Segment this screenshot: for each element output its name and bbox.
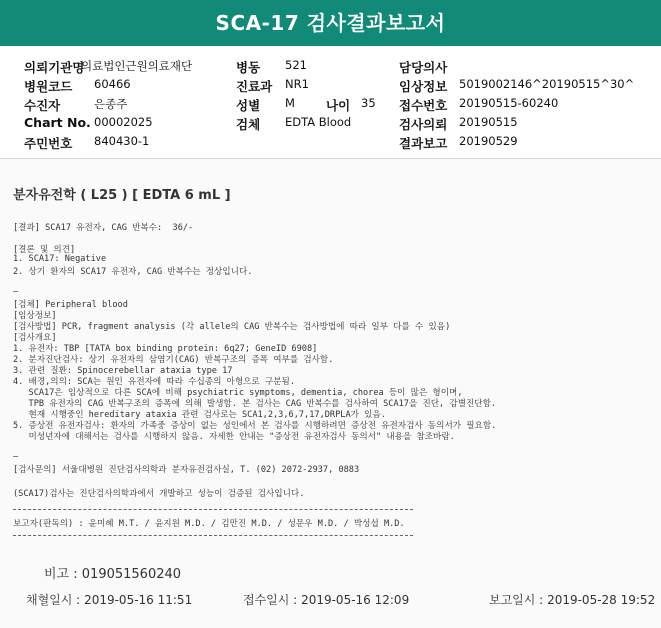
overview-line: 4. 배경,의의: SCA는 원인 유전자에 따라 수십종의 아형으로 구분됨. [13,377,296,387]
section-divider: — [13,452,19,462]
info-label: 성별 [236,98,261,113]
info-value: 5019002146^20190515^30^ [459,77,635,91]
overview-line: TPB 유전자의 CAG 반복구조의 증폭에 의해 발생함. 본 검사는 CAG 반복수를 검사하여 SCA17을 진단, 감별진단함. [13,399,497,409]
section-title: 분자유전학 ( L25 ) [ EDTA 6 mL ] [13,188,231,203]
overview-line: 2. 분자진단검사: 상기 유전자의 삼염기(CAG) 반복구조의 증폭 여부를 검사함. [13,355,334,365]
collect-value: 2019-05-16 11:51 [84,593,193,607]
info-value: EDTA Blood [285,115,352,129]
collect-label: 채혈일시 : [26,593,81,607]
info-label: 병동 [236,60,261,75]
info-row-age [326,96,376,114]
dashed-separator [13,535,413,536]
receive-value: 2019-05-16 12:09 [301,593,410,607]
receive-datetime [243,591,409,608]
info-value: 20190515 [459,115,518,129]
info-label: 진료과 [236,79,273,94]
patient-info-block [0,50,661,154]
section-divider: — [13,287,19,297]
info-label: 의뢰기관명 [24,60,85,75]
report-label: 보고일시 : [489,593,544,607]
info-label: 검사의뢰 [399,117,448,132]
info-value: 521 [285,58,307,72]
result-line: [결과] SCA17 유전자, CAG 반복수: 36/- [13,223,194,233]
conclusion-line: 2. 상기 환자의 SCA17 유전자, CAG 반복수는 정상입니다. [13,267,253,277]
info-label: 담당의사 [399,60,448,75]
info-value: 35 [361,96,376,110]
info-row-receipt-no [399,96,559,114]
info-label: 임상정보 [399,79,448,94]
inquiry-line: [검사문의] 서울대병원 진단검사의학과 분자유전검사실, T. (02) 2072-2937, 0883 [13,465,360,475]
info-label: 결과보고 [399,136,448,151]
info-value: 840430-1 [94,134,150,148]
info-value: 20190529 [459,134,518,148]
info-row-resident-no [24,134,150,152]
info-row-patient [24,96,128,114]
info-value: 의료법인근원의료재단 [81,59,193,73]
report-title: SCA-17 검사결과보고서 [0,0,661,46]
info-row-doctor [399,58,447,76]
info-row-clinical-info [399,77,635,95]
info-value: NR1 [285,77,309,91]
info-label: 병원코드 [24,79,73,94]
info-row-institution [24,58,193,76]
info-label: Chart No. [24,115,91,130]
info-label: 접수번호 [399,98,448,113]
validation-line: (SCA17)검사는 진단검사의학과에서 개발하고 성능이 검증된 검사입니다. [13,489,305,499]
overview-line: 1. 유전자: TBP [TATA box binding protein: 6q27; GeneID 6908] [13,344,318,354]
info-row-ward [236,58,307,76]
info-row-department [236,77,309,95]
info-label: 수진자 [24,98,61,113]
info-label: 나이 [326,98,351,113]
info-value: 은종주 [94,97,128,111]
info-label: 주민번호 [24,136,73,151]
specimen-line: [검체] Peripheral blood [13,300,128,310]
info-value: 60466 [94,77,131,91]
collect-datetime [26,591,192,608]
info-row-hospital-code [24,77,131,95]
info-row-chart-no [24,115,153,130]
info-value: M [285,96,295,110]
method-line: [검사방법] PCR, fragment analysis (각 allele의 CAG 반복수는 검사방법에 따라 일부 다를 수 있음) [13,322,451,332]
dashed-separator [13,509,413,510]
info-row-sex [236,96,295,114]
remark-value: 019051560240 [81,567,182,582]
info-label: 검체 [236,117,261,132]
report-datetime [489,591,655,608]
overview-line: 미성년자에 대해서는 검사를 시행하지 않음. 자세한 안내는 "증상전 유전자검사 동의서" 내용을 참조바람. [13,432,455,442]
info-row-request-date [399,115,518,133]
receive-label: 접수일시 : [243,593,298,607]
overview-line: 5. 증상전 유전자검사: 환자의 가족중 증상이 없는 성인에서 본 검사를 시행하려면 증상전 유전자검사 동의서가 필요함. [13,421,497,431]
reporter-line: 보고자(판독의) : 윤미혜 M.T. / 윤지원 M.D. / 김만진 M.D. / 성문우 M.D. / 박성섭 M.D. [13,519,405,529]
conclusion-line: 1. SCA17: Negative [13,254,107,264]
remark [44,563,181,582]
conclusion-heading: [결론 및 의견] [13,245,76,255]
info-value: 20190515-60240 [459,96,559,110]
overview-line: SCA17은 임상적으로 다른 SCA에 비해 psychiatric symptoms, dementia, chorea 등이 많은 형이며, [13,388,463,398]
remark-label: 비고 : [44,567,78,582]
overview-line: 3. 관련 질환: Spinocerebellar ataxia type 17 [13,366,233,376]
overview-line: 현재 시행중인 hereditary ataxia 관련 검사로는 SCA1,2,3,6,7,17,DRPLA가 있음. [13,410,386,420]
clinical-info-line: [임상정보] [13,311,57,321]
info-value: 00002025 [94,115,153,129]
info-row-specimen [236,115,352,133]
overview-heading: [검사개요] [13,333,57,343]
report-value: 2019-05-28 19:52 [547,593,656,607]
info-row-report-date [399,134,518,152]
